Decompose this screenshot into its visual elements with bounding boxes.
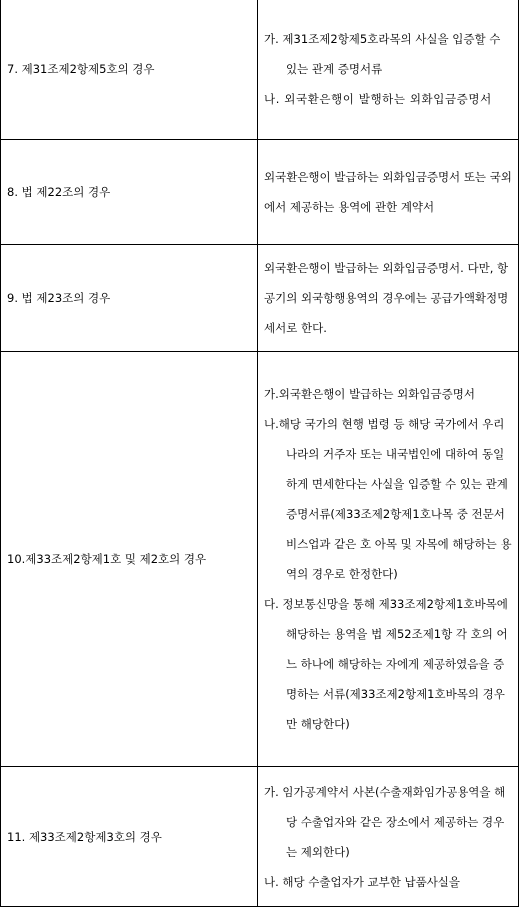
- item-marker: 나.: [264, 417, 279, 431]
- list-item: [264, 589, 513, 739]
- required-documents: 외국환은행이 발급하는 외화입금증명서 또는 국외에서 제공하는 용역에 관한 계약서: [258, 140, 519, 245]
- item-text: 제31조제2항제5호라목의 사실을 입증할 수 있는 관계 증명서류: [282, 32, 501, 76]
- required-documents: 외국환은행이 발급하는 외화입금증명서. 다만, 항공기의 외국항행용역의 경우에는 공급가액확정명세서로 한다.: [258, 245, 519, 352]
- required-documents: [258, 352, 519, 767]
- list-item: [264, 379, 513, 409]
- item-marker: 가.: [264, 784, 279, 799]
- list-item: [264, 867, 513, 897]
- item-marker: 가.: [264, 387, 279, 401]
- item-text: 정보통신망을 통해 제33조제2항제1호바목에 해당하는 용역을 법 제52조제1항 각 호의 어느 하나에 해당하는 자에게 제공하였음을 증명하는 서류(제33조제2항제1호바목의 경우만 해당한다): [282, 597, 508, 731]
- required-documents: [258, 767, 519, 907]
- list-item: [264, 777, 513, 867]
- list-item: [264, 84, 513, 114]
- case-label: 8. 법 제22조의 경우: [1, 140, 258, 245]
- list-item: [264, 409, 513, 589]
- item-text: 외국환은행이 발급하는 외화입금증명서: [278, 387, 475, 401]
- case-label: 9. 법 제23조의 경우: [1, 245, 258, 352]
- item-marker: 가.: [264, 32, 279, 46]
- item-marker: 나.: [264, 874, 279, 889]
- table-row: [1, 0, 519, 140]
- list-item: [264, 24, 513, 84]
- required-documents: [258, 0, 519, 140]
- item-marker: 나.: [264, 92, 280, 106]
- case-label: 7. 제31조제2항제5호의 경우: [1, 0, 258, 140]
- item-text: 해당 수출업자가 교부한 납품사실을: [282, 874, 461, 889]
- item-text: 임가공계약서 사본(수출재화임가공용역을 해당 수출업자와 같은 장소에서 제공하는 경우는 제외한다): [282, 784, 506, 859]
- item-text: 외국환은행이 발행하는 외화입금증명서: [284, 92, 492, 106]
- item-text: 해당 국가의 현행 법령 등 해당 국가에서 우리나라의 거주자 또는 내국법인에 대하여 동일하게 면세한다는 사실을 입증할 수 있는 관계 증명서류(제33조제2항제1호나목 중 전문서비스업과 같은 호 아목 및 자목에 해당하는 용역의 경우로 한정한다): [278, 417, 512, 581]
- case-label: 11. 제33조제2항제3호의 경우: [1, 767, 258, 907]
- item-marker: 다.: [264, 597, 279, 611]
- table-row: [1, 245, 519, 352]
- table-row: [1, 352, 519, 767]
- table-row: [1, 767, 519, 907]
- case-label: 10.제33조제2항제1호 및 제2호의 경우: [1, 352, 258, 767]
- table-row: [1, 140, 519, 245]
